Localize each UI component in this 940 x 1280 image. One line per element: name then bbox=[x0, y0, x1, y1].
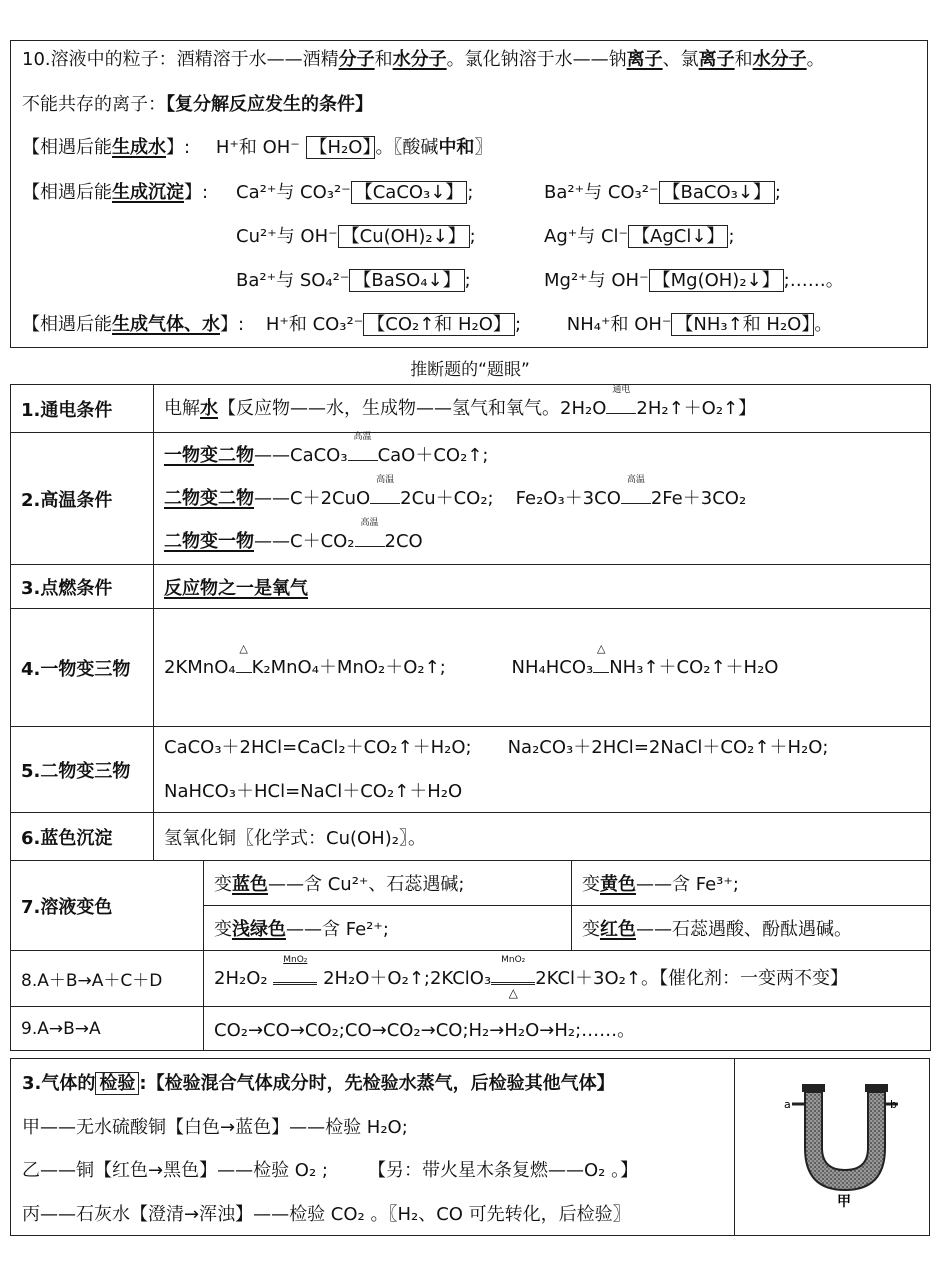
condition-label: △ bbox=[508, 985, 518, 1000]
section-3-line1 bbox=[22, 1071, 615, 1097]
text: 〗 bbox=[474, 137, 493, 158]
condition-label: △ bbox=[596, 641, 606, 655]
equation: NH₄⁺和 OH⁻ bbox=[566, 314, 672, 335]
row-label: 7.溶液变色 bbox=[11, 861, 204, 951]
figure-name: 甲 bbox=[837, 1194, 851, 1210]
reaction-condition bbox=[348, 431, 378, 469]
color-cell bbox=[572, 861, 931, 906]
reaction-condition bbox=[273, 954, 317, 992]
answer-box: 【BaCO₃↓】 bbox=[659, 181, 775, 204]
table-row bbox=[11, 727, 931, 813]
text: ; bbox=[728, 226, 735, 247]
text: 。〖酸碱 bbox=[375, 137, 439, 158]
term: 中和 bbox=[438, 137, 475, 158]
text: 变 bbox=[582, 874, 600, 895]
section-3-line2: 甲——无水硫酸铜【白色→蓝色】——检验 H₂O; bbox=[22, 1117, 408, 1138]
text: ——石蕊遇酸、酚酞遇碱。 bbox=[636, 919, 852, 940]
answer-box: 【Mg(OH)₂↓】 bbox=[649, 269, 784, 292]
text: 。氯化钠溶于水——钠 bbox=[446, 49, 627, 70]
answer-box: 【NH₃↑和 H₂O】 bbox=[671, 313, 814, 336]
text: 2H₂↑＋O₂↑】 bbox=[636, 397, 757, 419]
term: 离子 bbox=[698, 49, 735, 70]
section-10-line1 bbox=[22, 47, 825, 73]
text: 和 bbox=[374, 49, 393, 70]
table-row bbox=[11, 951, 931, 1007]
row-label: 2.高温条件 bbox=[11, 433, 154, 565]
text: 2KCl＋3O₂↑。【催化剂：一变两不变】 bbox=[535, 967, 848, 989]
text: NH₃↑＋CO₂↑＋H₂O bbox=[609, 656, 779, 678]
text: 电解 bbox=[164, 397, 200, 419]
heading: 【复分解反应发生的条件】 bbox=[166, 94, 373, 115]
condition-label: 高温 bbox=[360, 517, 379, 528]
text: ——C＋2CuO bbox=[254, 487, 371, 509]
row-label: 4.一物变三物 bbox=[11, 609, 154, 727]
answer-box: 【CaCO₃↓】 bbox=[351, 181, 468, 204]
equation: H⁺和 OH⁻ bbox=[215, 137, 300, 158]
section-3-line4: 丙——石灰水【澄清→浑浊】——检验 CO₂ 。〖H₂、CO 可先转化，后检验〗 bbox=[22, 1204, 631, 1225]
condition-label: 通电 bbox=[612, 384, 631, 395]
condition-label: 高温 bbox=[626, 474, 645, 485]
text: ; bbox=[469, 226, 476, 247]
text: 不能共存的离子： bbox=[22, 94, 166, 115]
text: CaCO₃＋2HCl=CaCl₂＋CO₂↑＋H₂O; bbox=[164, 736, 472, 758]
precip-item bbox=[236, 180, 473, 206]
text: 2Fe＋3CO₂ bbox=[650, 487, 747, 509]
text: 】: bbox=[166, 137, 191, 158]
term: 浅绿色 bbox=[232, 919, 286, 940]
heading: :【检验混合气体成分时，先检验水蒸气，后检验其他气体】 bbox=[139, 1073, 615, 1094]
text: 【反应物——水，生成物——氢气和氧气。2H₂O bbox=[218, 397, 607, 419]
precip-item bbox=[236, 224, 476, 250]
gas-line bbox=[22, 312, 832, 338]
reaction-condition bbox=[370, 474, 400, 512]
row-label: 5.二物变三物 bbox=[11, 727, 154, 813]
label-a: a bbox=[784, 1098, 791, 1111]
row-content bbox=[154, 565, 931, 609]
row-content bbox=[204, 951, 931, 1007]
color-cell bbox=[204, 861, 572, 906]
term: 水分子 bbox=[752, 49, 807, 70]
text: ; bbox=[464, 270, 471, 291]
heading: 3.气体的 bbox=[22, 1073, 96, 1094]
figure-divider bbox=[734, 1058, 736, 1236]
term: 分子 bbox=[338, 49, 375, 70]
row-label: 1.通电条件 bbox=[11, 385, 154, 433]
text: 变 bbox=[214, 874, 232, 895]
heading-box: 检验 bbox=[95, 1072, 139, 1095]
text: 】: bbox=[220, 314, 245, 335]
text: 2CO bbox=[384, 530, 423, 552]
stopper-left bbox=[802, 1084, 825, 1092]
equation: Mg²⁺与 OH⁻ bbox=[544, 270, 649, 291]
label-b: b bbox=[890, 1098, 897, 1111]
row-label: 6.蓝色沉淀 bbox=[11, 813, 154, 861]
precip-label bbox=[22, 180, 208, 206]
text: 】: bbox=[184, 182, 209, 203]
text: 、氯 bbox=[662, 49, 699, 70]
condition-label: 高温 bbox=[376, 474, 395, 485]
table-row bbox=[11, 813, 931, 861]
text: Na₂CO₃＋2HCl=2NaCl＋CO₂↑＋H₂O; bbox=[507, 736, 829, 758]
text: 和 bbox=[734, 49, 753, 70]
term: 反应物之一是氧气 bbox=[164, 577, 308, 599]
equation: Ca²⁺与 CO₃²⁻ bbox=[236, 182, 351, 203]
term: 蓝色 bbox=[232, 874, 268, 895]
text: 10.溶液中的粒子：酒精溶于水——酒精 bbox=[22, 49, 339, 70]
equation: Ag⁺与 Cl⁻ bbox=[544, 226, 629, 247]
text: NH₄HCO₃ bbox=[511, 656, 594, 678]
color-cell bbox=[204, 906, 572, 951]
term: 黄色 bbox=[600, 874, 636, 895]
row-label: 8.A＋B→A＋C＋D bbox=[11, 951, 204, 1007]
clue-table bbox=[10, 384, 931, 1051]
text: ; bbox=[514, 314, 522, 335]
answer-box: 【Cu(OH)₂↓】 bbox=[338, 225, 470, 248]
equation: Cu²⁺与 OH⁻ bbox=[236, 226, 338, 247]
table-caption: 推断题的“题眼” bbox=[410, 360, 530, 380]
text: 【另：带火星木条复燃——O₂ 。】 bbox=[367, 1160, 639, 1181]
term: 一物变二物 bbox=[164, 444, 254, 466]
term: 二物变二物 bbox=[164, 487, 254, 509]
stopper-right bbox=[865, 1084, 888, 1092]
term: 红色 bbox=[600, 919, 636, 940]
water-line bbox=[22, 135, 492, 161]
text: 2Cu＋CO₂; bbox=[400, 487, 494, 509]
u-tube-body bbox=[805, 1092, 885, 1190]
precip-item bbox=[544, 268, 844, 294]
row-content bbox=[154, 609, 931, 727]
text: 2KMnO₄ bbox=[164, 656, 236, 678]
table-row bbox=[11, 565, 931, 609]
text: ——含 Fe³⁺; bbox=[636, 874, 739, 895]
text: 变 bbox=[582, 919, 600, 940]
reaction-condition bbox=[606, 384, 636, 422]
text: 【相遇后能 bbox=[22, 137, 112, 158]
text: 【相遇后能 bbox=[22, 314, 112, 335]
reaction-condition bbox=[621, 474, 651, 512]
term: 生成水 bbox=[112, 137, 166, 158]
condition-label: MnO₂ bbox=[501, 954, 526, 965]
text: ——含 Fe²⁺; bbox=[286, 919, 389, 940]
text: 【相遇后能 bbox=[22, 182, 112, 203]
row-content bbox=[154, 385, 931, 433]
row-label: 9.A→B→A bbox=[11, 1007, 204, 1051]
term: 生成气体、水 bbox=[112, 314, 220, 335]
term: 生成沉淀 bbox=[112, 182, 184, 203]
text: 。 bbox=[814, 314, 833, 335]
term: 水 bbox=[200, 397, 218, 419]
condition-label: 高温 bbox=[353, 431, 372, 442]
equation: Ba²⁺与 SO₄²⁻ bbox=[236, 270, 350, 291]
row-content bbox=[154, 727, 931, 813]
precip-item bbox=[544, 180, 781, 206]
row-content: CO₂→CO→CO₂;CO→CO₂→CO;H₂→H₂O→H₂;……。 bbox=[204, 1007, 931, 1051]
table-row bbox=[11, 861, 931, 906]
table-row bbox=[11, 385, 931, 433]
text: K₂MnO₄＋MnO₂＋O₂↑; bbox=[251, 656, 446, 678]
reaction-condition bbox=[491, 954, 535, 1000]
equation: Ba²⁺与 CO₃²⁻ bbox=[544, 182, 659, 203]
row-label: 3.点燃条件 bbox=[11, 565, 154, 609]
section-10-line2 bbox=[22, 92, 373, 118]
text: 。 bbox=[806, 49, 825, 70]
text: ——CaCO₃ bbox=[254, 444, 348, 466]
text: ;……。 bbox=[783, 270, 844, 291]
color-cell bbox=[572, 906, 931, 951]
condition-label: △ bbox=[239, 641, 248, 655]
text: ; bbox=[774, 182, 781, 203]
condition-label: MnO₂ bbox=[283, 954, 308, 965]
answer-box: 【H₂O】 bbox=[306, 136, 376, 159]
text: NaHCO₃＋HCl=NaCl＋CO₂↑＋H₂O bbox=[164, 780, 463, 802]
answer-box: 【BaSO₄↓】 bbox=[349, 269, 464, 292]
row-content bbox=[154, 433, 931, 565]
precip-item bbox=[544, 224, 735, 250]
text: ; bbox=[467, 182, 474, 203]
table-row bbox=[11, 1007, 931, 1051]
text: 2H₂O₂ bbox=[214, 967, 268, 989]
section-3-line3 bbox=[22, 1158, 638, 1184]
text: ——含 Cu²⁺、石蕊遇碱; bbox=[268, 874, 465, 895]
text: 变 bbox=[214, 919, 232, 940]
term: 离子 bbox=[626, 49, 663, 70]
answer-box: 【CO₂↑和 H₂O】 bbox=[363, 313, 515, 336]
equation: H⁺和 CO₃²⁻ bbox=[265, 314, 364, 335]
u-tube-figure bbox=[784, 1078, 900, 1210]
text: Fe₂O₃＋3CO bbox=[515, 487, 621, 509]
text: CaO＋CO₂↑; bbox=[377, 444, 489, 466]
reaction-condition bbox=[236, 641, 252, 681]
term: 二物变一物 bbox=[164, 530, 254, 552]
text: ——C＋CO₂ bbox=[254, 530, 355, 552]
text: 乙——铜【红色→黑色】——检验 O₂ ; bbox=[22, 1160, 328, 1181]
row-content: 氢氧化铜〖化学式：Cu(OH)₂〗。 bbox=[154, 813, 931, 861]
text: 2H₂O＋O₂↑;2KClO₃ bbox=[323, 967, 492, 989]
table-row bbox=[11, 609, 931, 727]
reaction-condition bbox=[593, 641, 609, 681]
answer-box: 【AgCl↓】 bbox=[628, 225, 728, 248]
precip-item bbox=[236, 268, 471, 294]
term: 水分子 bbox=[392, 49, 447, 70]
reaction-condition bbox=[355, 517, 385, 555]
table-row bbox=[11, 433, 931, 565]
